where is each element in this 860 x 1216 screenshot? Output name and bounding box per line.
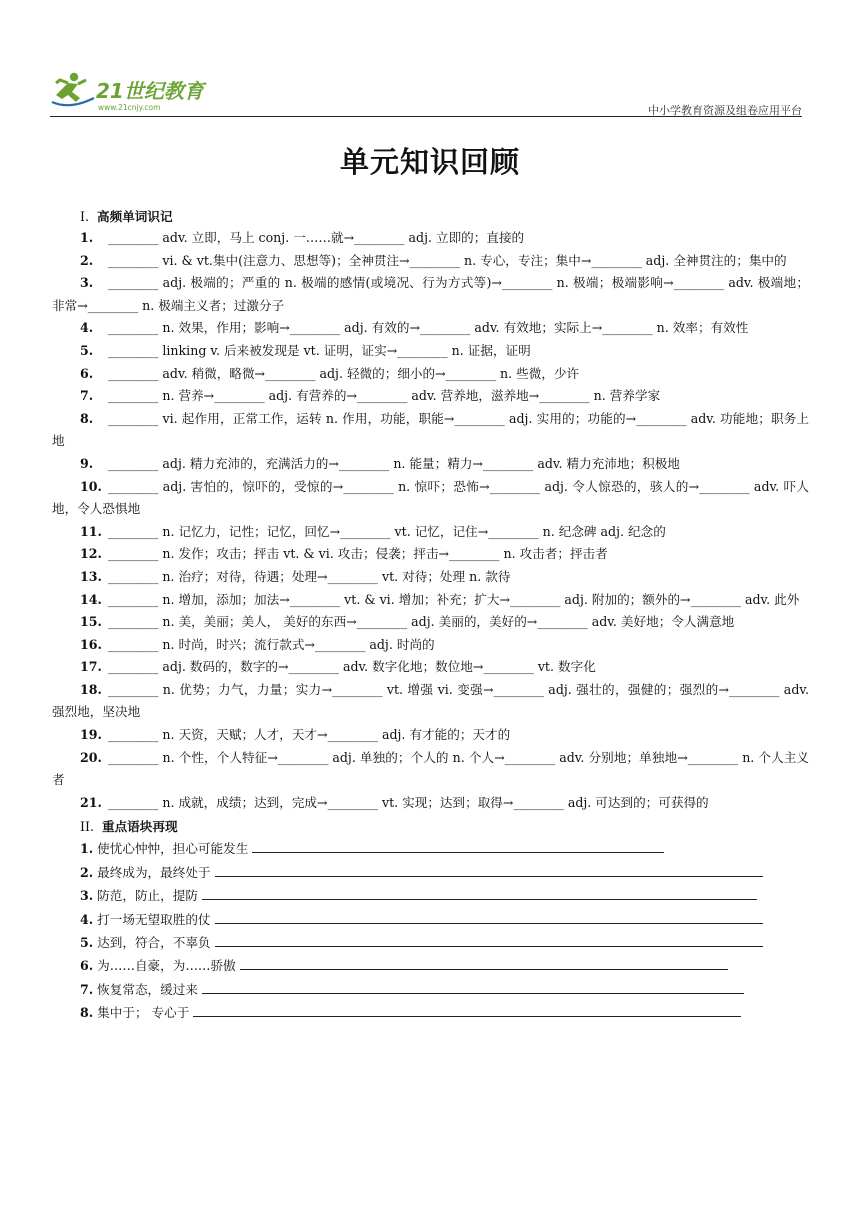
vocab-list	[52, 227, 809, 814]
item-number: 2.	[80, 864, 94, 880]
logo-21cnjy	[50, 68, 220, 114]
item-text: ________ n. 个性，个人特征→________ adj. 单独的；个人的 n. 个人→________ adv. 分别地；单独地→________ n. 个人主义者	[52, 749, 809, 788]
item-number: 12.	[80, 546, 102, 562]
answer-blank[interactable]	[252, 840, 664, 853]
item-number: 10.	[80, 478, 102, 494]
item-number: 19.	[80, 727, 102, 743]
item-text: ________ n. 美，美丽；美人， 美好的东西→________ adj. 美丽的，美好的→________ adv. 美好地；令人满意地	[108, 614, 735, 630]
phrase-item	[80, 837, 809, 860]
phrase-item	[80, 954, 809, 977]
vocab-item	[52, 272, 809, 317]
answer-blank[interactable]	[202, 981, 744, 994]
answer-blank[interactable]	[193, 1004, 741, 1017]
vocab-item	[52, 634, 809, 657]
vocab-item	[52, 679, 809, 724]
item-text: ________ adj. 害怕的，惊吓的，受惊的→________ n. 惊吓；恐怖→________ adj. 令人惊恐的，骇人的→________ adv. 吓人地，令人恐惧地	[52, 478, 809, 517]
phrase-text: 集中于； 专心于	[97, 1005, 190, 1021]
item-number: 20.	[80, 749, 102, 765]
item-number: 21.	[80, 794, 102, 810]
vocab-item	[52, 724, 809, 747]
item-number: 5.	[80, 935, 94, 951]
svg-text:www.21cnjy.com: www.21cnjy.com	[98, 103, 161, 112]
item-number: 3.	[80, 888, 94, 904]
vocab-item	[52, 227, 809, 250]
answer-blank[interactable]	[202, 887, 757, 900]
section-1-heading: 高频单词识记	[97, 209, 173, 224]
phrase-text: 达到，符合，不辜负	[97, 935, 211, 951]
page-header	[50, 68, 802, 116]
item-number: 15.	[80, 614, 102, 630]
vocab-item	[52, 589, 809, 612]
item-text: ________ n. 天资，天赋；人才，天才→________ adj. 有才能的；天才的	[108, 727, 511, 743]
header-divider	[50, 116, 802, 117]
item-number: 2.	[80, 252, 94, 268]
vocab-item	[52, 453, 809, 476]
vocab-item	[52, 747, 809, 792]
vocab-item	[52, 792, 809, 815]
phrase-text: 恢复常态，缓过来	[97, 981, 198, 997]
section-2-title	[80, 816, 809, 837]
item-number: 3.	[80, 275, 94, 291]
item-number: 17.	[80, 659, 102, 675]
vocab-item	[52, 340, 809, 363]
item-text: ________ n. 时尚，时兴；流行款式→________ adj. 时尚的	[108, 636, 435, 652]
phrase-item	[80, 978, 809, 1001]
vocab-item	[52, 250, 809, 273]
section-1-number: I.	[80, 209, 89, 224]
item-number: 4.	[80, 911, 94, 927]
item-number: 13.	[80, 568, 102, 584]
item-number: 11.	[80, 523, 102, 539]
item-number: 6.	[80, 958, 94, 974]
answer-blank[interactable]	[215, 864, 763, 877]
item-number: 7.	[80, 981, 94, 997]
runner-icon	[52, 73, 94, 105]
vocab-item	[52, 543, 809, 566]
vocab-item	[52, 656, 809, 679]
item-text: ________ vi. 起作用，正常工作，运转 n. 作用，功能，职能→________ adj. 实用的；功能的→________ adv. 功能地；职务上地	[52, 410, 809, 449]
item-text: ________ adj. 极端的；严重的 n. 极端的感情(或境况、行为方式等)→________ n. 极端；极端影响→________ adv. 极端地；非常→________ n. 极端主义者；过激分子	[52, 275, 809, 313]
vocab-item	[52, 476, 809, 521]
phrase-text: 打一场无望取胜的仗	[97, 911, 211, 927]
section-2-number: II.	[80, 819, 94, 835]
item-text: ________ n. 成就，成绩；达到，完成→________ vt. 实现；达到；取得→________ adj. 可达到的；可获得的	[108, 794, 709, 810]
answer-blank[interactable]	[215, 934, 763, 947]
section-1-title	[80, 206, 809, 227]
section-2-heading: 重点语块再现	[101, 819, 178, 835]
item-number: 9.	[80, 455, 94, 471]
item-number: 8.	[80, 410, 94, 426]
item-number: 14.	[80, 591, 102, 607]
item-text: ________ adv. 立即，马上 conj. 一……就→________ adj. 立即的；直接的	[108, 230, 525, 245]
phrase-item	[80, 861, 809, 884]
phrase-text: 最终成为，最终处于	[97, 864, 211, 880]
platform-caption: 中小学教育资源及组卷应用平台	[648, 104, 802, 117]
item-text: ________ n. 治疗；对待，待遇；处理→________ vt. 对待；处理 n. 款待	[108, 568, 511, 584]
phrase-item	[80, 931, 809, 954]
phrase-item	[80, 908, 809, 931]
item-number: 8.	[80, 1005, 94, 1021]
item-text: ________ adv. 稍微，略微→________ adj. 轻微的；细小的→________ n. 些微，少许	[108, 365, 580, 381]
item-number: 7.	[80, 388, 94, 404]
item-text: ________ n. 记忆力，记性；记忆，回忆→________ vt. 记忆，记住→________ n. 纪念碑 adj. 纪念的	[108, 523, 666, 539]
item-number: 18.	[80, 681, 102, 697]
item-number: 16.	[80, 636, 102, 652]
item-text: ________ n. 优势；力气，力量；实力→________ vt. 增强 vi. 变强→________ adj. 强壮的，强健的；强烈的→________ adv. 强烈地，坚决地	[52, 681, 809, 720]
item-text: ________ adj. 数码的，数字的→________ adv. 数字化地；数位地→________ vt. 数字化	[108, 659, 596, 675]
worksheet-content	[52, 206, 809, 1025]
phrase-list	[80, 837, 809, 1024]
phrase-item	[80, 884, 809, 907]
item-text: ________ n. 效果，作用；影响→________ adj. 有效的→________ adv. 有效地；实际上→________ n. 效率；有效性	[108, 320, 749, 336]
phrase-text: 使忧心忡忡，担心可能发生	[97, 841, 249, 857]
svg-text:21世纪教育: 21世纪教育	[96, 79, 204, 103]
phrase-item	[80, 1001, 809, 1024]
vocab-item	[52, 611, 809, 634]
item-number: 5.	[80, 342, 94, 358]
answer-blank[interactable]	[240, 957, 728, 970]
phrase-text: 为……自豪，为……骄傲	[97, 958, 236, 974]
item-number: 6.	[80, 365, 94, 381]
page-title: 单元知识回顾	[339, 145, 520, 179]
vocab-item	[52, 408, 809, 453]
vocab-item	[52, 363, 809, 386]
item-text: ________ n. 增加，添加；加法→________ vt. & vi. 增加；补充；扩大→________ adj. 附加的；额外的→________ adv. 此外	[108, 591, 800, 607]
vocab-item	[52, 566, 809, 589]
item-text: ________ vi. & vt.集中(注意力、思想等)；全神贯注→________ n. 专心，专注；集中→________ adj. 全神贯注的；集中的	[108, 252, 787, 268]
item-text: ________ n. 发作；攻击；抨击 vt. & vi. 攻击；侵袭；抨击→________ n. 攻击者；抨击者	[108, 546, 608, 562]
item-text: ________ n. 营养→________ adj. 有营养的→________ adv. 营养地，滋养地→________ n. 营养学家	[108, 388, 661, 404]
item-text: ________ linking v. 后来被发现是 vt. 证明，证实→________ n. 证据，证明	[108, 342, 531, 358]
item-number: 4.	[80, 320, 94, 336]
vocab-item	[52, 521, 809, 544]
answer-blank[interactable]	[215, 911, 763, 924]
item-text: ________ adj. 精力充沛的，充满活力的→________ n. 能量；精力→________ adv. 精力充沛地；积极地	[108, 455, 680, 471]
item-number: 1.	[80, 230, 94, 245]
vocab-item	[52, 317, 809, 340]
phrase-text: 防范，防止，提防	[97, 888, 198, 904]
item-number: 1.	[80, 841, 94, 857]
vocab-item	[52, 385, 809, 408]
